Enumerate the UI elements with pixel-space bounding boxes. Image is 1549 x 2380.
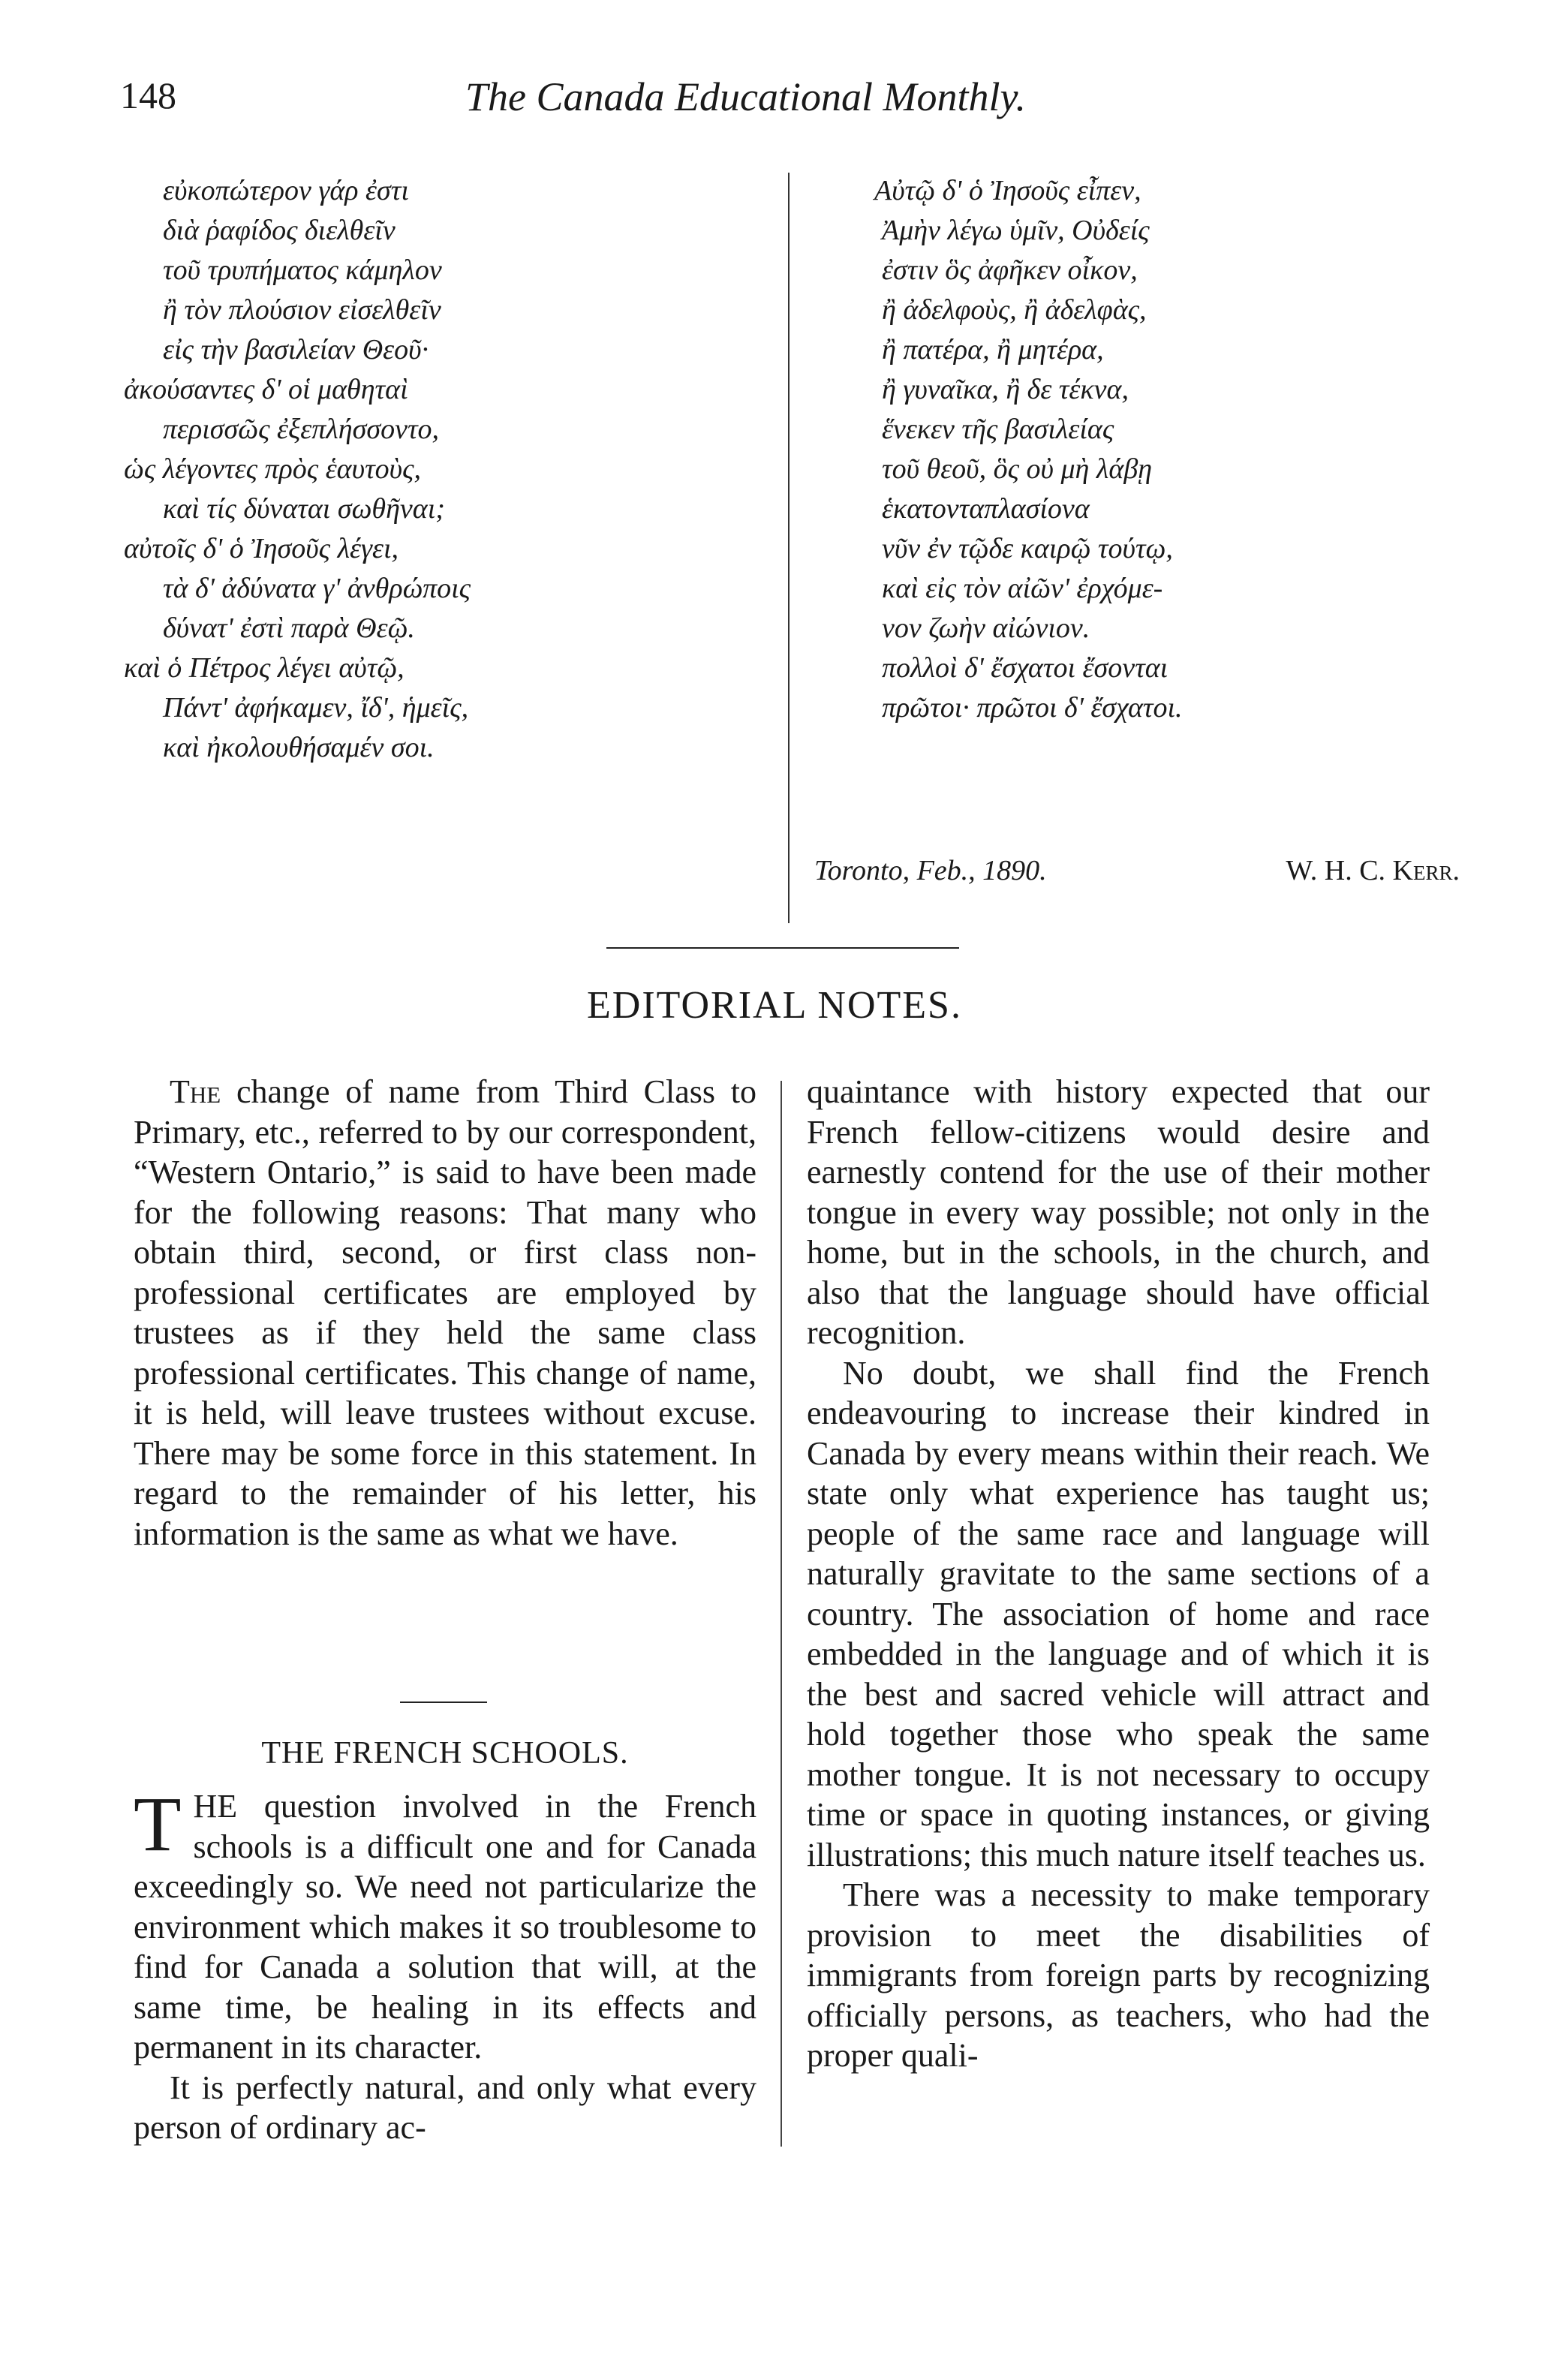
poem-column-rule [788, 173, 790, 923]
article-paragraph: quaintance with history expected that our French fellow-citizens would desire and earnestly contend for the use of their mother tongue in every way possible; not only in the home, but in the schools, in the church, and also that the language should have official recognition. [807, 1073, 1430, 1351]
poem-line: διὰ ῥαφίδος διελθεῖν [163, 215, 396, 246]
poem-line: αὐτοῖς δ' ὁ Ἰησοῦς λέγει, [124, 533, 399, 564]
poem-line: καὶ τίς δύναται σωθῆναι; [163, 493, 445, 525]
place-date: Toronto, Feb., 1890. [814, 855, 1047, 886]
poem-line: καὶ εἰς τὸν αἰῶν' ἐρχόμε- [882, 573, 1163, 604]
poem-line: ἢ ἀδελφοὺς, ἢ ἀδελφὰς, [882, 294, 1147, 326]
paragraph-text: change of name from Third Class to Primary, etc., referred to by our correspondent, “Western Ontario,” is said to have been made for the following reasons: That many who obtain third, second, or first class non-professional certificates are employed by trustees as if they held the same class professional certificates. This change of name, it is held, will leave trustees without excuse. There may be some force in this statement. In regard to the remainder of his letter, his information is the same as what we have. [134, 1073, 756, 1552]
article-paragraph: It is perfectly natural, and only what every person of ordinary ac- [134, 2069, 756, 2146]
poem-line: τοῦ τρυπήματος κάμηλον [163, 254, 442, 286]
poem-line: εὐκοπώτερον γάρ ἐστι [163, 175, 409, 206]
poem-line: ἑκατονταπλασίονα [882, 493, 1090, 525]
subheading: THE FRENCH SCHOOLS. [261, 1736, 629, 1771]
poem-signoff [814, 854, 1460, 887]
left-text-column-lower [134, 1781, 756, 2148]
paragraph-text: HE question involved in the French schools is a difficult one and for Canada exceedingly so. We need not particularize the environment which makes it so troublesome to find for Canada a solution that will, at the same time, be healing in its effects and permanent in its character. [134, 1788, 756, 2066]
short-divider [400, 1702, 487, 1703]
article-paragraph [134, 1781, 756, 2068]
drop-cap: T [134, 1781, 182, 1867]
section-heading: EDITORIAL NOTES. [587, 984, 962, 1027]
poem-line: πρῶτοι· πρῶτοι δ' ἔσχατοι. [882, 692, 1183, 724]
poem-line: Ἀμὴν λέγω ὑμῖν, Οὐδείς [882, 215, 1150, 246]
running-title: The Canada Educational Monthly. [465, 74, 1026, 119]
poem-line: πολλοὶ δ' ἔσχατοι ἔσονται [882, 652, 1169, 684]
poem-line: περισσῶς ἐξεπλήσσοντο, [163, 414, 440, 445]
page-number: 148 [120, 74, 176, 116]
poem-right-column [807, 171, 1460, 728]
left-text-column [134, 1072, 756, 1554]
poem-line: ἢ τὸν πλούσιον εἰσελθεῖν [163, 294, 441, 326]
lead-word: The [170, 1073, 221, 1110]
article-paragraph: No doubt, we shall find the French endeavouring to increase their kindred in Canada by every means within their reach. We state only what experience has taught us; people of the same race and language will naturally gravitate to the same sections of a country. The association of home and race embedded in the language and of which it is the best and sacred vehicle will attract and hold together those who speak the same mother tongue. It is not necessary to occupy time or space in quoting instances, or giving illustrations; this much nature itself teaches us. [807, 1354, 1430, 1873]
poem-line: καὶ ἠκολουθήσαμέν σοι. [163, 732, 435, 763]
poem-line: ἕνεκεν τῆς βασιλείας [882, 414, 1114, 445]
section-divider [606, 947, 959, 949]
column-rule [781, 1081, 782, 2147]
poem-line: ἢ πατέρα, ἢ μητέρα, [882, 334, 1104, 366]
poem-line: νῦν ἐν τῷδε καιρῷ τούτῳ, [882, 533, 1173, 564]
article-paragraph: There was a necessity to make temporary provision to meet the disabilities of immigrants from foreign parts by recognizing officially persons, as teachers, who had the proper quali- [807, 1876, 1430, 2074]
poem-line: Πάντ' ἀφήκαμεν, ἴδ', ἡμεῖς, [163, 692, 469, 724]
poem-line: τὰ δ' ἀδύνατα γ' ἀνθρώποις [163, 573, 471, 604]
poem-line: δύνατ' ἐστὶ παρὰ Θεῷ. [163, 612, 415, 644]
poem-line: τοῦ θεοῦ, ὃς οὐ μὴ λάβῃ [882, 453, 1153, 485]
poem-line: ὡς λέγοντες πρὸς ἑαυτοὺς, [124, 453, 422, 485]
poem-line: ἀκούσαντες δ' οἱ μαθηταὶ [124, 374, 408, 405]
poem-line: Αὐτῷ δ' ὁ Ἰησοῦς εἶπεν, [874, 175, 1141, 206]
poem-line: εἰς τὴν βασιλείαν Θεοῦ· [163, 334, 429, 366]
poem-line: καὶ ὁ Πέτρος λέγει αὐτῷ, [124, 652, 405, 684]
poem-left-column [124, 171, 777, 768]
editorial-paragraph [134, 1072, 756, 1554]
poem-line: νον ζωὴν αἰώνιον. [882, 612, 1090, 644]
poem-line: ἐστιν ὃς ἀφῆκεν οἶκον, [882, 254, 1138, 286]
poem-author: W. H. C. Kerr. [1286, 855, 1460, 886]
right-text-column [807, 1072, 1430, 2076]
poem-line: ἢ γυναῖκα, ἢ δε τέκνα, [882, 374, 1129, 405]
